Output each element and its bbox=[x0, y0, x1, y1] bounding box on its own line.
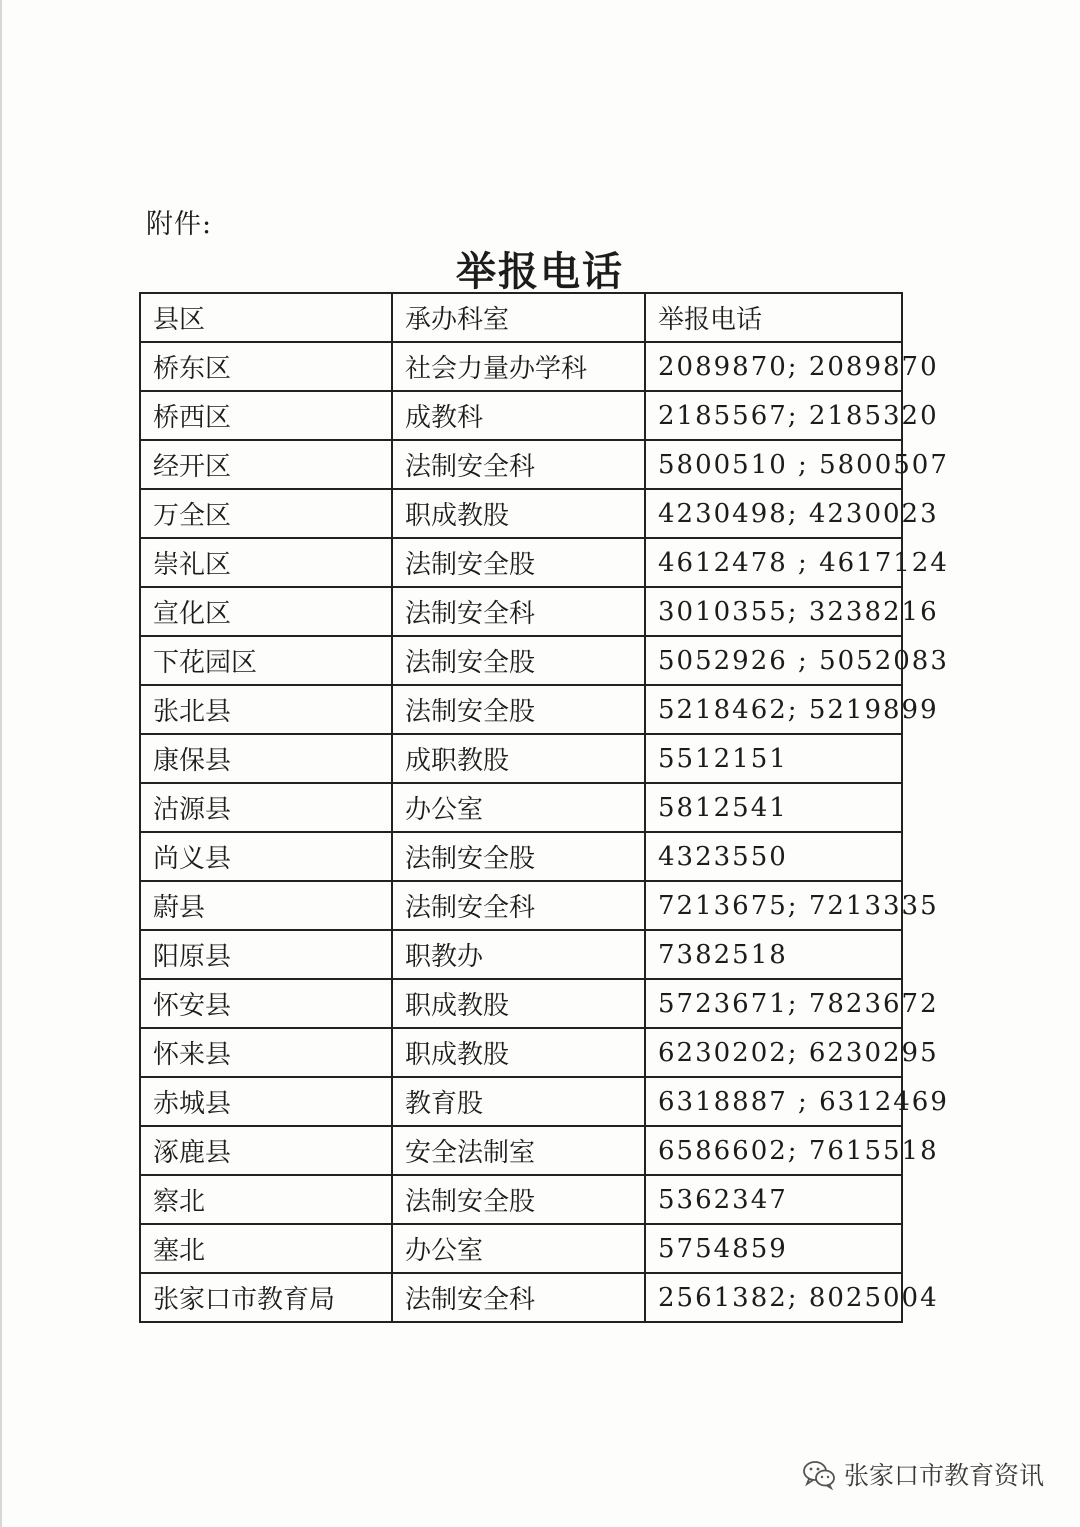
office-cell: 职教办 bbox=[392, 930, 645, 979]
header-office: 承办科室 bbox=[392, 293, 645, 342]
table-row bbox=[140, 1077, 902, 1126]
table-row bbox=[140, 440, 902, 489]
office-cell: 法制安全股 bbox=[392, 636, 645, 685]
table-row bbox=[140, 1175, 902, 1224]
district-cell: 蔚县 bbox=[140, 881, 392, 930]
table-row bbox=[140, 734, 902, 783]
attachment-label: 附件: bbox=[146, 209, 213, 240]
district-cell: 察北 bbox=[140, 1175, 392, 1224]
office-cell: 职成教股 bbox=[392, 489, 645, 538]
district-cell: 万全区 bbox=[140, 489, 392, 538]
office-cell: 法制安全股 bbox=[392, 685, 645, 734]
district-cell: 宣化区 bbox=[140, 587, 392, 636]
header-phone: 举报电话 bbox=[645, 293, 902, 342]
phone-cell: 5218462; 5219899 bbox=[645, 685, 902, 734]
district-cell: 下花园区 bbox=[140, 636, 392, 685]
phone-cell: 6586602; 7615518 bbox=[645, 1126, 902, 1175]
office-cell: 社会力量办学科 bbox=[392, 342, 645, 391]
district-cell: 尚义县 bbox=[140, 832, 392, 881]
office-cell: 办公室 bbox=[392, 1224, 645, 1273]
office-cell: 法制安全科 bbox=[392, 1273, 645, 1322]
table-row bbox=[140, 1273, 902, 1322]
phone-cell: 3010355; 3238216 bbox=[645, 587, 902, 636]
phone-cell: 4323550 bbox=[645, 832, 902, 881]
district-cell: 赤城县 bbox=[140, 1077, 392, 1126]
district-cell: 张家口市教育局 bbox=[140, 1273, 392, 1322]
district-cell: 崇礼区 bbox=[140, 538, 392, 587]
table-row bbox=[140, 587, 902, 636]
header-district: 县区 bbox=[140, 293, 392, 342]
phone-cell: 6230202; 6230295 bbox=[645, 1028, 902, 1077]
office-cell: 法制安全股 bbox=[392, 538, 645, 587]
phone-cell: 5723671; 7823672 bbox=[645, 979, 902, 1028]
table-row bbox=[140, 391, 902, 440]
report-phone-table bbox=[139, 292, 949, 1323]
table-row bbox=[140, 1126, 902, 1175]
office-cell: 法制安全科 bbox=[392, 881, 645, 930]
phone-cell: 2561382; 8025004 bbox=[645, 1273, 902, 1322]
phone-cell: 7382518 bbox=[645, 930, 902, 979]
table-row bbox=[140, 832, 902, 881]
table-row bbox=[140, 979, 902, 1028]
phone-cell: 5052926 ; 5052083 bbox=[645, 636, 902, 685]
table-row bbox=[140, 636, 902, 685]
table-row bbox=[140, 342, 902, 391]
table-row bbox=[140, 783, 902, 832]
phone-cell: 4612478 ; 4617124 bbox=[645, 538, 902, 587]
office-cell: 法制安全科 bbox=[392, 587, 645, 636]
district-cell: 沽源县 bbox=[140, 783, 392, 832]
watermark-text: 张家口市教育资讯 bbox=[843, 1461, 1044, 1490]
phone-cell: 5812541 bbox=[645, 783, 902, 832]
phone-cell: 2089870; 2089870 bbox=[645, 342, 902, 391]
office-cell: 法制安全股 bbox=[392, 832, 645, 881]
office-cell: 办公室 bbox=[392, 783, 645, 832]
scan-edge bbox=[0, 0, 2, 1527]
office-cell: 成教科 bbox=[392, 391, 645, 440]
document-title: 举报电话 bbox=[456, 248, 624, 295]
district-cell: 怀安县 bbox=[140, 979, 392, 1028]
district-cell: 桥西区 bbox=[140, 391, 392, 440]
office-cell: 职成教股 bbox=[392, 1028, 645, 1077]
wechat-icon bbox=[802, 1459, 836, 1489]
phone-cell: 5362347 bbox=[645, 1175, 902, 1224]
office-cell: 成职教股 bbox=[392, 734, 645, 783]
table-row bbox=[140, 930, 902, 979]
table-header-row bbox=[140, 293, 902, 342]
office-cell: 安全法制室 bbox=[392, 1126, 645, 1175]
phone-cell: 5800510 ; 5800507 bbox=[645, 440, 902, 489]
office-cell: 法制安全股 bbox=[392, 1175, 645, 1224]
district-cell: 怀来县 bbox=[140, 1028, 392, 1077]
phone-cell: 2185567; 2185320 bbox=[645, 391, 902, 440]
phone-cell: 6318887 ; 6312469 bbox=[645, 1077, 902, 1126]
phone-cell: 7213675; 7213335 bbox=[645, 881, 902, 930]
office-cell: 教育股 bbox=[392, 1077, 645, 1126]
table-row bbox=[140, 1028, 902, 1077]
phone-cell: 4230498; 4230023 bbox=[645, 489, 902, 538]
table-row bbox=[140, 1224, 902, 1273]
table-row bbox=[140, 685, 902, 734]
district-cell: 桥东区 bbox=[140, 342, 392, 391]
district-cell: 涿鹿县 bbox=[140, 1126, 392, 1175]
table-row bbox=[140, 538, 902, 587]
office-cell: 法制安全科 bbox=[392, 440, 645, 489]
office-cell: 职成教股 bbox=[392, 979, 645, 1028]
phone-cell: 5754859 bbox=[645, 1224, 902, 1273]
table-row bbox=[140, 881, 902, 930]
table-row bbox=[140, 489, 902, 538]
district-cell: 塞北 bbox=[140, 1224, 392, 1273]
district-cell: 经开区 bbox=[140, 440, 392, 489]
district-cell: 张北县 bbox=[140, 685, 392, 734]
district-cell: 阳原县 bbox=[140, 930, 392, 979]
phone-cell: 5512151 bbox=[645, 734, 902, 783]
district-cell: 康保县 bbox=[140, 734, 392, 783]
watermark bbox=[802, 1456, 1044, 1492]
